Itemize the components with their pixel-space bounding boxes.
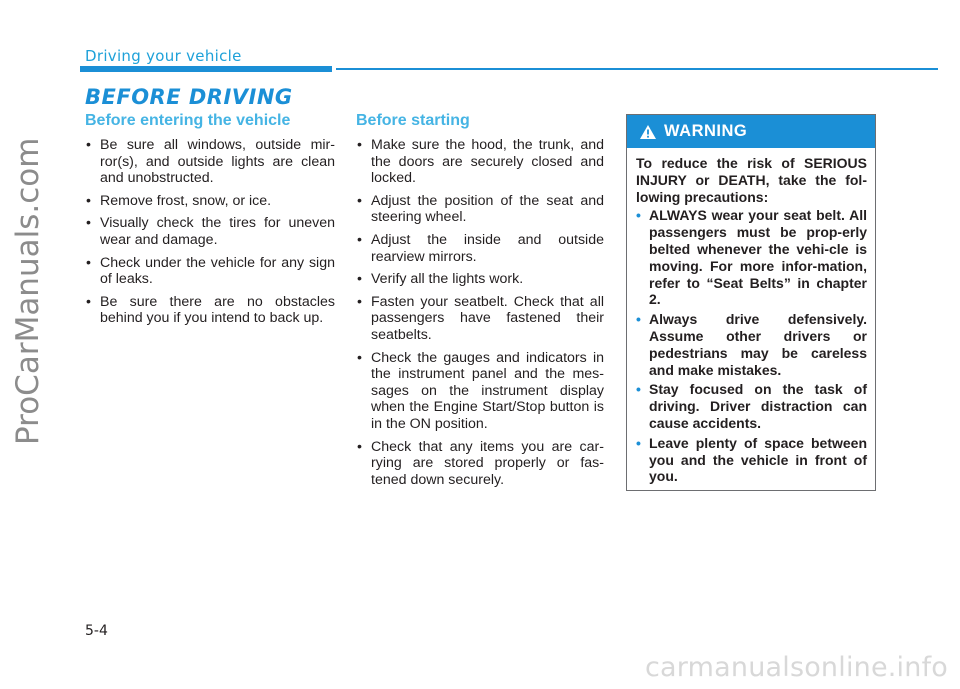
list-item: • Be sure all windows, outside mir-ror(s), and outside lights are clean and unobstructed. (85, 137, 335, 187)
list-item: • Remove frost, snow, or ice. (85, 193, 335, 210)
bottom-watermark: carmanualsonline.info (645, 652, 948, 683)
list-item: • Visually check the tires for uneven wear and damage. (85, 215, 335, 248)
list-item: • Check that any items you are car-rying are stored properly or fas-tened down securely. (356, 439, 604, 489)
warning-title: WARNING (664, 122, 748, 140)
list-item: • Check the gauges and indicators in the instrument panel and the mes-sages on the instrument display when the Engine Start/Stop button is in the ON position. (356, 350, 604, 433)
warning-item: • ALWAYS wear your seat belt. All passengers must be prop-erly belted whenever the vehi-cle is moving. For more infor-mation, refer to “Seat Belts” in chapter 2. (636, 207, 867, 308)
list-item: • Be sure there are no obstacles behind you if you intend to back up. (85, 294, 335, 327)
before-starting-list (356, 137, 604, 494)
list-item: • Adjust the position of the seat and steering wheel. (356, 193, 604, 226)
warning-box (626, 114, 876, 491)
warning-triangle-icon (639, 124, 657, 140)
before-entering-list (85, 137, 335, 333)
header-rule-thick (80, 66, 332, 72)
header-rule-thin (336, 68, 938, 70)
list-item: • Fasten your seatbelt. Check that all passengers have fastened their seatbelts. (356, 294, 604, 344)
list-item: • Check under the vehicle for any sign of leaks. (85, 255, 335, 288)
warning-list (636, 207, 867, 485)
warning-item: • Leave plenty of space between you and the vehicle in front of you. (636, 435, 867, 485)
list-item: • Verify all the lights work. (356, 271, 604, 288)
page-number: 5-4 (85, 623, 108, 639)
warning-item: • Stay focused on the task of driving. Driver distraction can cause accidents. (636, 381, 867, 431)
list-item: • Adjust the inside and outside rearview mirrors. (356, 232, 604, 265)
list-item: • Make sure the hood, the trunk, and the doors are securely closed and locked. (356, 137, 604, 187)
section-title: BEFORE DRIVING (85, 85, 293, 109)
before-entering-heading: Before entering the vehicle (85, 112, 291, 129)
warning-header (627, 115, 875, 148)
warning-item: • Always drive defensively. Assume other drivers or pedestrians may be careless and make mistakes. (636, 311, 867, 378)
warning-body (627, 148, 875, 485)
warning-intro: To reduce the risk of SERIOUS INJURY or DEATH, take the fol-lowing precautions: (636, 155, 867, 205)
before-starting-heading: Before starting (356, 112, 470, 129)
running-header-title: Driving your vehicle (85, 47, 242, 65)
